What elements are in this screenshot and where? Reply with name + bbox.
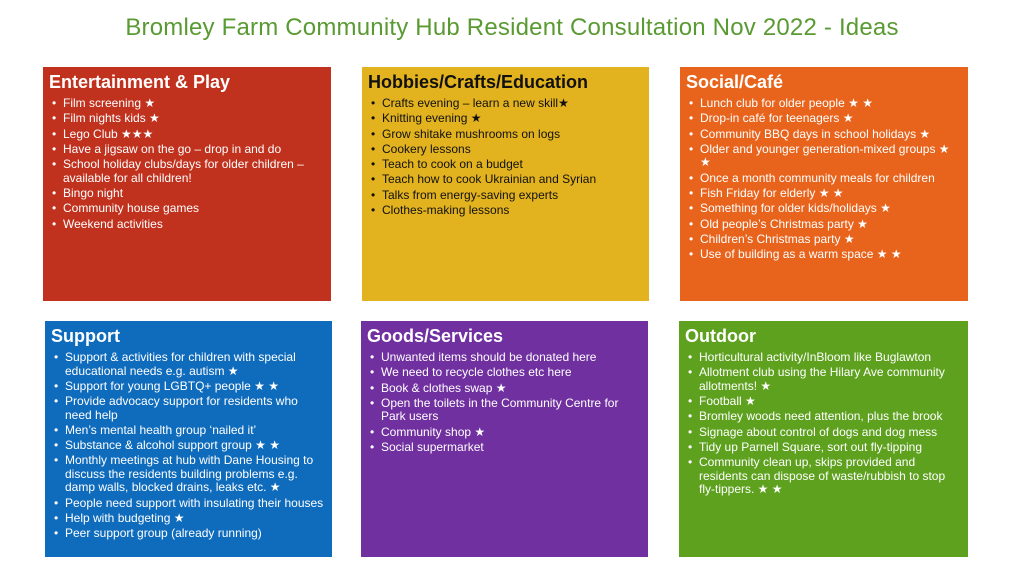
idea-list (367, 351, 642, 454)
list-item: • Film screening ★ (63, 97, 325, 111)
list-item: • Bingo night (63, 187, 325, 201)
list-item: • Have a jigsaw on the go – drop in and do (63, 143, 325, 157)
list-item: • Children’s Christmas party ★ (700, 233, 962, 247)
list-item: • Film nights kids ★ (63, 112, 325, 126)
list-item: • Lunch club for older people ★ ★ (700, 97, 962, 111)
panel-heading: Social/Café (686, 72, 784, 92)
list-item: • Monthly meetings at hub with Dane Housing to discuss the residents building problems e.g. damp walls, blocked drains, leaks etc. ★ (65, 454, 326, 495)
list-item: • Allotment club using the Hilary Ave community allotments! ★ (699, 366, 962, 393)
list-item: • Social supermarket (381, 441, 642, 455)
idea-list (49, 97, 325, 231)
list-item: • Once a month community meals for children (700, 172, 962, 186)
panel-heading: Entertainment & Play (49, 72, 231, 92)
list-item: • Fish Friday for elderly ★ ★ (700, 187, 962, 201)
idea-list (685, 351, 962, 497)
list-item: • We need to recycle clothes etc here (381, 366, 642, 380)
list-item: • Signage about control of dogs and dog mess (699, 426, 962, 440)
list-item: • Something for older kids/holidays ★ (700, 202, 962, 216)
list-item: • Talks from energy-saving experts (382, 189, 643, 203)
list-item: • Community clean up, skips provided and residents can dispose of waste/rubbish to stop fly-tippers. ★ ★ (699, 456, 962, 497)
list-item: • Teach how to cook Ukrainian and Syrian (382, 173, 643, 187)
list-item: • Book & clothes swap ★ (381, 382, 642, 396)
panel-outdoor (679, 321, 968, 557)
list-item: • Knitting evening ★ (382, 112, 643, 126)
list-item: • People need support with insulating their houses (65, 497, 326, 511)
list-item: • Clothes-making lessons (382, 204, 643, 218)
panel-hobbies-crafts-education (362, 67, 649, 301)
idea-list (368, 97, 643, 218)
idea-list (51, 351, 326, 541)
panel-goods-services (361, 321, 648, 557)
list-item: • Crafts evening – learn a new skill★ (382, 97, 643, 111)
panel-heading: Hobbies/Crafts/Education (368, 72, 589, 92)
list-item: • Open the toilets in the Community Centre for Park users (381, 397, 642, 424)
list-item: • Bromley woods need attention, plus the brook (699, 410, 962, 424)
list-item: • Older and younger generation-mixed groups ★ ★ (700, 143, 962, 170)
list-item: • Grow shitake mushrooms on logs (382, 128, 643, 142)
list-item: • Cookery lessons (382, 143, 643, 157)
list-item: • Community house games (63, 202, 325, 216)
list-item: • Men’s mental health group ‘nailed it’ (65, 424, 326, 438)
list-item: • Provide advocacy support for residents who need help (65, 395, 326, 422)
list-item: • Use of building as a warm space ★ ★ (700, 248, 962, 262)
list-item: • Peer support group (already running) (65, 527, 326, 541)
list-item: • Tidy up Parnell Square, sort out fly-tipping (699, 441, 962, 455)
panel-entertainment-play (43, 67, 331, 301)
list-item: • Drop-in café for teenagers ★ (700, 112, 962, 126)
list-item: • Support for young LGBTQ+ people ★ ★ (65, 380, 326, 394)
list-item: • Football ★ (699, 395, 962, 409)
list-item: • Community BBQ days in school holidays ★ (700, 128, 962, 142)
panel-support (45, 321, 332, 557)
list-item: • Weekend activities (63, 218, 325, 232)
list-item: • Substance & alcohol support group ★ ★ (65, 439, 326, 453)
page-title: Bromley Farm Community Hub Resident Consultation Nov 2022 - Ideas (125, 14, 899, 41)
list-item: • Lego Club ★★★ (63, 128, 325, 142)
panel-social-cafe (680, 67, 968, 301)
list-item: • Unwanted items should be donated here (381, 351, 642, 365)
list-item: • Community shop ★ (381, 426, 642, 440)
panel-heading: Support (51, 326, 120, 346)
panel-heading: Goods/Services (367, 326, 504, 346)
idea-list (686, 97, 962, 262)
list-item: • Support & activities for children with special educational needs e.g. autism ★ (65, 351, 326, 378)
list-item: • Old people’s Christmas party ★ (700, 218, 962, 232)
list-item: • Teach to cook on a budget (382, 158, 643, 172)
panel-heading: Outdoor (685, 326, 756, 346)
list-item: • School holiday clubs/days for older children – available for all children! (63, 158, 325, 185)
list-item: • Help with budgeting ★ (65, 512, 326, 526)
list-item: • Horticultural activity/InBloom like Buglawton (699, 351, 962, 365)
